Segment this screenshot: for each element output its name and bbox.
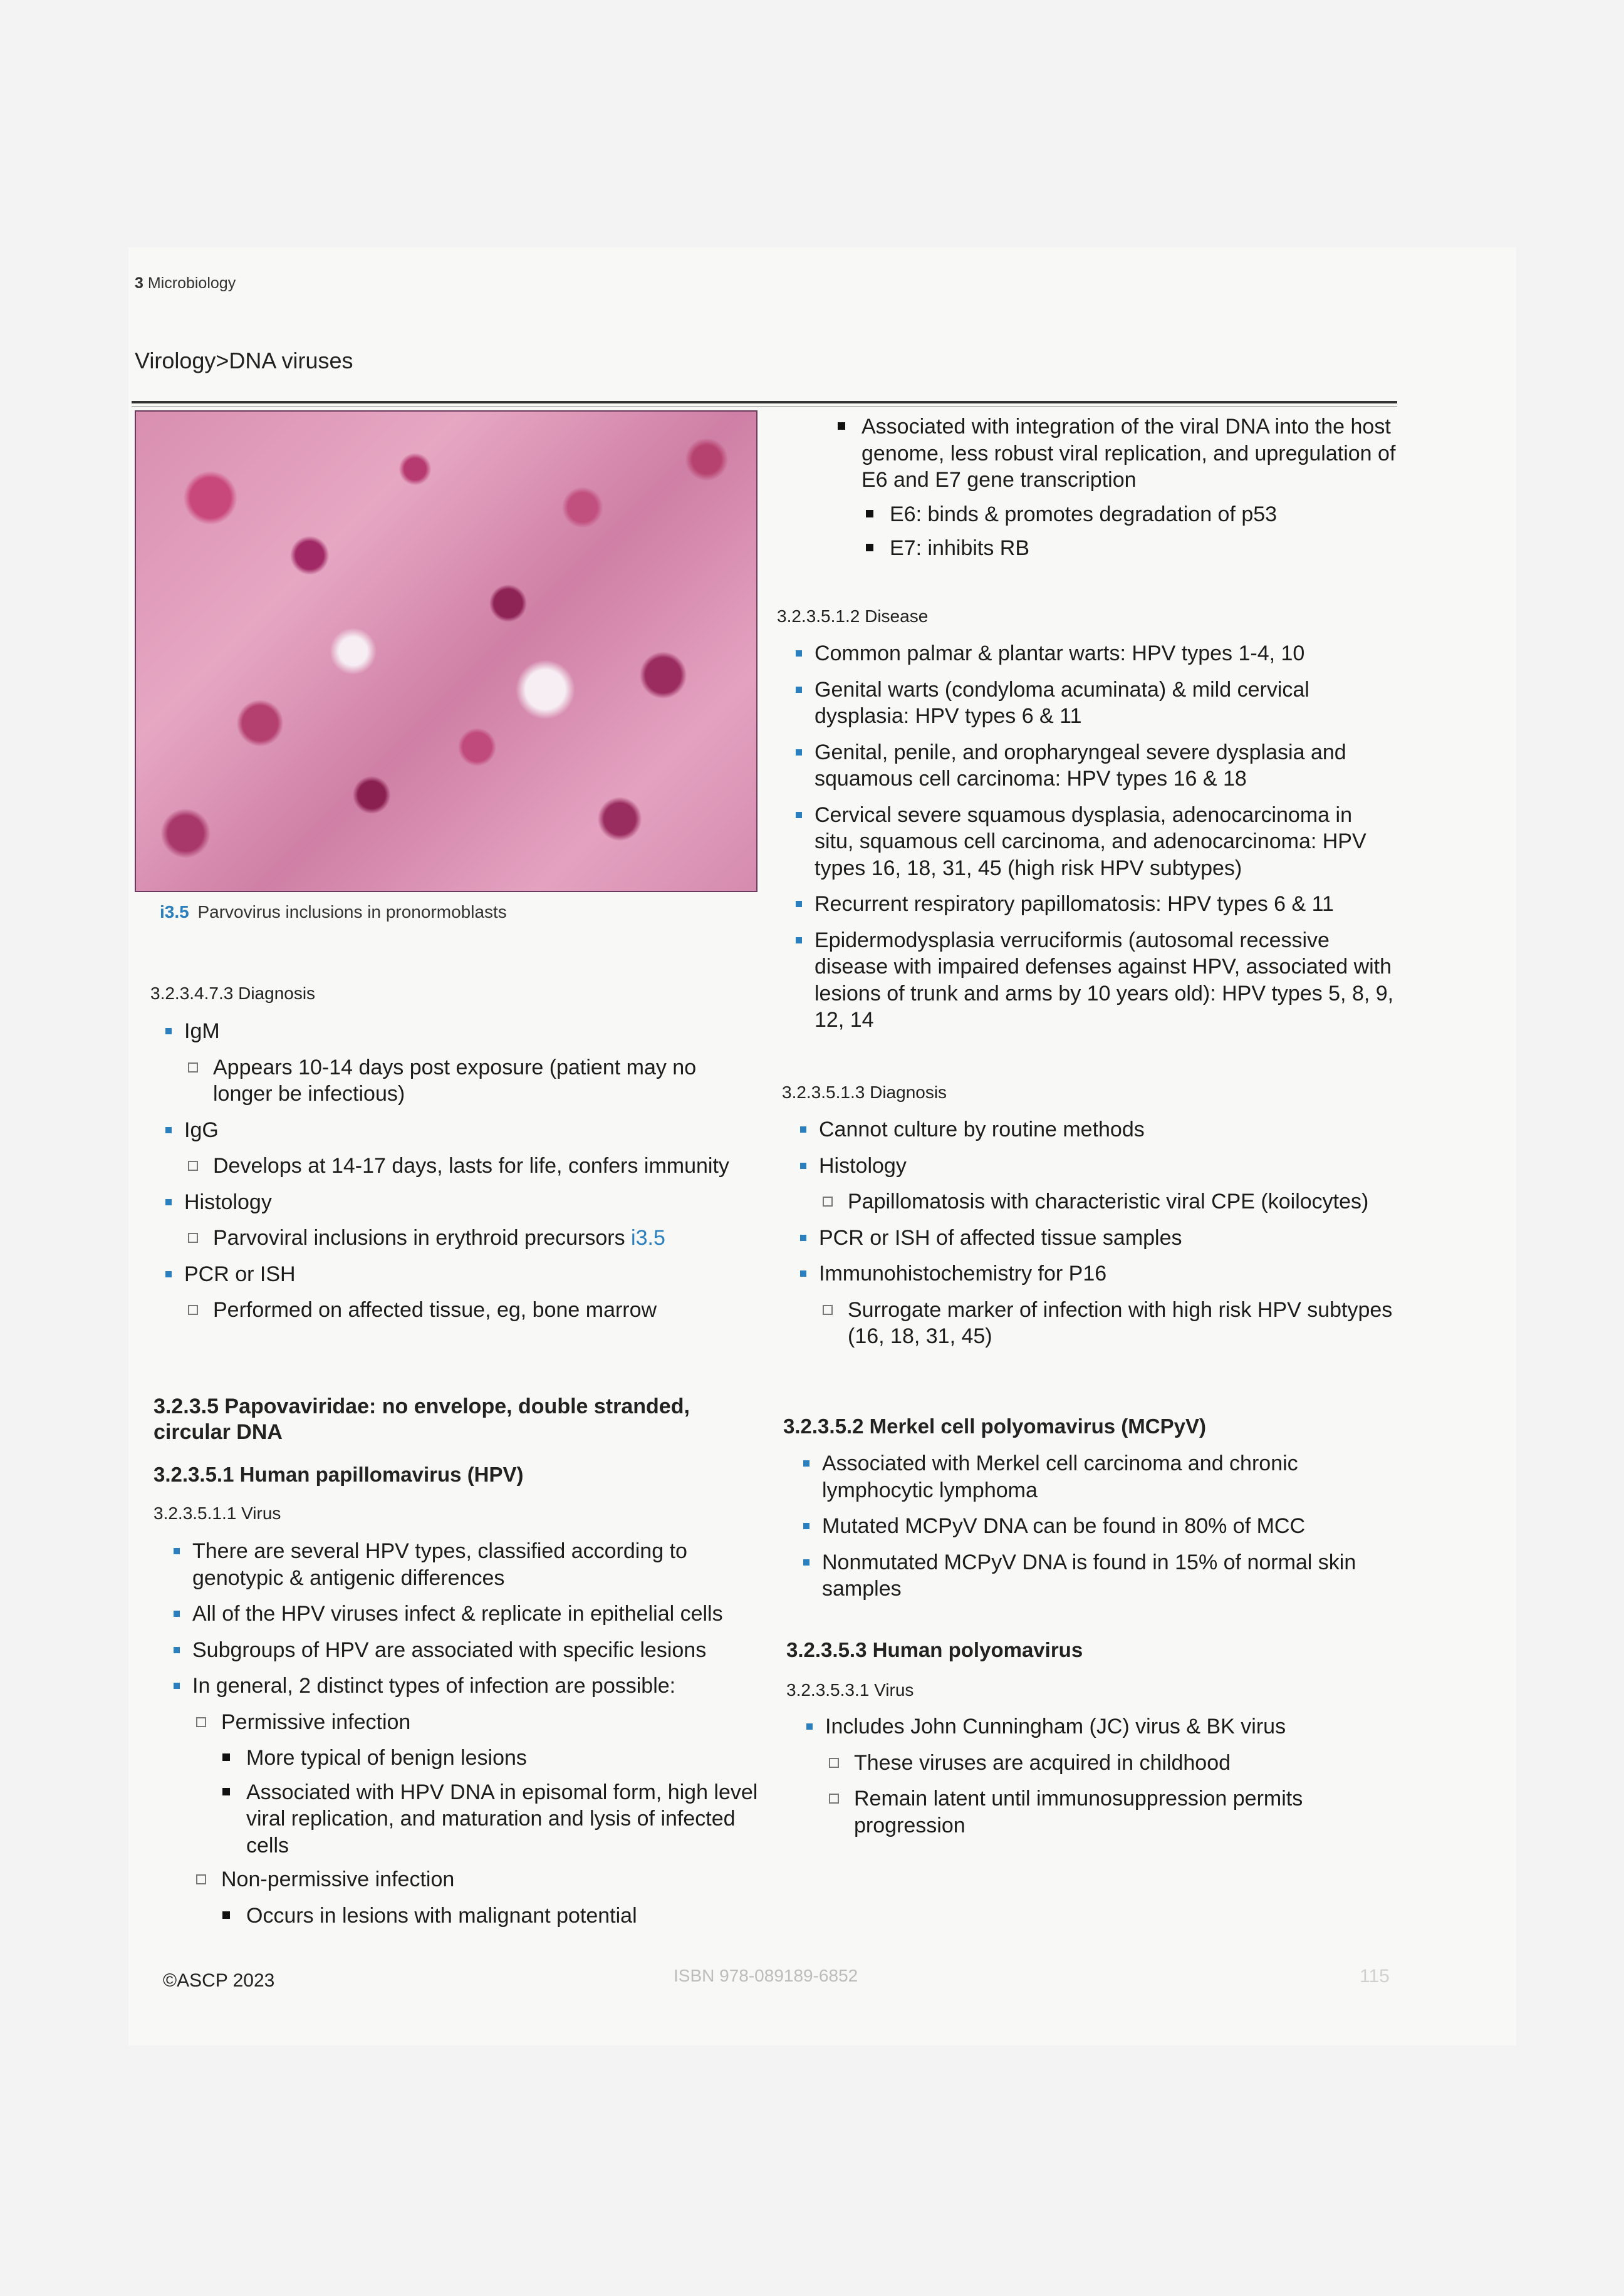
section-title: Microbiology: [147, 274, 236, 292]
hpv-virus-heading: 3.2.3.5.1.1 Virus: [154, 1504, 281, 1523]
papovaviridae-heading: 3.2.3.5 Papovaviridae: no envelope, double stranded, circular DNA: [154, 1395, 690, 1444]
merkel-heading: 3.2.3.5.2 Merkel cell polyomavirus (MCPyV): [783, 1415, 1206, 1438]
figure-caption-text: Parvovirus inclusions in pronormoblasts: [197, 902, 507, 922]
list-item: Surrogate marker of infection with high risk HPV subtypes (16, 18, 31, 45): [823, 1297, 1394, 1350]
list-item: Mutated MCPyV DNA can be found in 80% of MCC: [802, 1513, 1397, 1540]
isbn: ISBN 978-089189-6852: [674, 1966, 858, 1985]
list-item: Histology: [164, 1189, 753, 1216]
section-header: 3 Microbiology: [135, 274, 236, 292]
list-item: Associated with integration of the viral DNA into the host genome, less robust viral replication, and upregulation of E6 and E7 gene transcription: [836, 413, 1397, 494]
micrograph-image: [135, 410, 757, 892]
list-item: Epidermodysplasia verruciformis (autosomal recessive disease with impaired defenses against HPV, associated with lesions of trunk and arms by 10 years old): HPV types 5, 8, 9, 12, 14: [794, 927, 1396, 1034]
list-item: More typical of benign lesions: [221, 1745, 758, 1772]
list-item: PCR or ISH of affected tissue samples: [799, 1225, 1394, 1252]
figure-number: i3.5: [160, 902, 189, 922]
list-item: In general, 2 distinct types of infection are possible:: [172, 1673, 758, 1700]
list-item: Nonmutated MCPyV DNA is found in 15% of normal skin samples: [802, 1549, 1397, 1603]
list-item: Genital, penile, and oropharyngeal severe dysplasia and squamous cell carcinoma: HPV types 16 & 18: [794, 739, 1396, 792]
hpv-virus-list: [172, 1538, 758, 1936]
list-item: IgM: [164, 1018, 753, 1045]
list-item: Associated with HPV DNA in episomal form, high level viral replication, and maturation and lysis of infected cells: [221, 1779, 758, 1859]
header-divider-thin: [132, 406, 1397, 407]
list-item: All of the HPV viruses infect & replicate in epithelial cells: [172, 1601, 758, 1628]
list-item: Genital warts (condyloma acuminata) & mild cervical dysplasia: HPV types 6 & 11: [794, 677, 1396, 730]
list-item: Develops at 14-17 days, lasts for life, confers immunity: [188, 1153, 753, 1180]
list-item: There are several HPV types, classified according to genotypic & antigenic differences: [172, 1538, 758, 1591]
hpv-heading: 3.2.3.5.1 Human papillomavirus (HPV): [154, 1463, 524, 1486]
list-item: Immunohistochemistry for P16: [799, 1260, 1394, 1287]
list-item: Papillomatosis with characteristic viral CPE (koilocytes): [823, 1188, 1394, 1215]
page-subtitle: Virology>DNA viruses: [135, 348, 353, 373]
list-item: E6: binds & promotes degradation of p53: [865, 501, 1397, 528]
hpv-continued-list: [811, 413, 1397, 569]
list-item: Associated with Merkel cell carcinoma and chronic lymphocytic lymphoma: [802, 1450, 1397, 1504]
header-divider: [132, 401, 1397, 403]
polyomavirus-list: [805, 1713, 1394, 1848]
list-item: Appears 10-14 days post exposure (patient may no longer be infectious): [188, 1054, 753, 1108]
parvo-diagnosis-heading: 3.2.3.4.7.3 Diagnosis: [150, 984, 316, 1003]
list-item: PCR or ISH: [164, 1261, 753, 1288]
merkel-list: [802, 1450, 1397, 1612]
list-item: Non-permissive infection: [196, 1866, 758, 1893]
figure-reference-link[interactable]: i3.5: [631, 1226, 665, 1250]
copyright: ©ASCP 2023: [163, 1970, 275, 1991]
list-item: Includes John Cunningham (JC) virus & BK virus: [805, 1713, 1394, 1740]
hpv-diagnosis-heading: 3.2.3.5.1.3 Diagnosis: [782, 1083, 947, 1102]
parvo-diagnosis-list: [164, 1018, 753, 1333]
list-item: Cervical severe squamous dysplasia, adenocarcinoma in situ, squamous cell carcinoma, and adenocarcinoma: HPV types 16, 18, 31, 45 (high risk HPV subtypes): [794, 802, 1396, 882]
figure-caption: [160, 902, 507, 922]
list-item: Parvoviral inclusions in erythroid precursors i3.5: [188, 1225, 753, 1252]
list-item: Subgroups of HPV are associated with specific lesions: [172, 1637, 758, 1664]
list-item: Histology: [799, 1153, 1394, 1180]
list-item: Cannot culture by routine methods: [799, 1116, 1394, 1143]
list-item: Remain latent until immunosuppression permits progression: [829, 1785, 1394, 1839]
list-item: Common palmar & plantar warts: HPV types 1-4, 10: [794, 640, 1396, 667]
hpv-disease-heading: 3.2.3.5.1.2 Disease: [777, 606, 929, 626]
list-item: IgG: [164, 1117, 753, 1144]
list-item: Permissive infection: [196, 1709, 758, 1736]
list-item: These viruses are acquired in childhood: [829, 1750, 1394, 1777]
list-item: Performed on affected tissue, eg, bone marrow: [188, 1297, 753, 1324]
hpv-disease-list: [794, 640, 1396, 1043]
polyomavirus-virus-heading: 3.2.3.5.3.1 Virus: [786, 1680, 914, 1700]
human-polyomavirus-heading: 3.2.3.5.3 Human polyomavirus: [786, 1638, 1083, 1661]
list-item: Occurs in lesions with malignant potential: [221, 1903, 758, 1930]
list-item: Recurrent respiratory papillomatosis: HPV types 6 & 11: [794, 891, 1396, 918]
hpv-diagnosis-list: [799, 1116, 1394, 1359]
page-number: 115: [1360, 1966, 1390, 1987]
list-item: E7: inhibits RB: [865, 535, 1397, 562]
